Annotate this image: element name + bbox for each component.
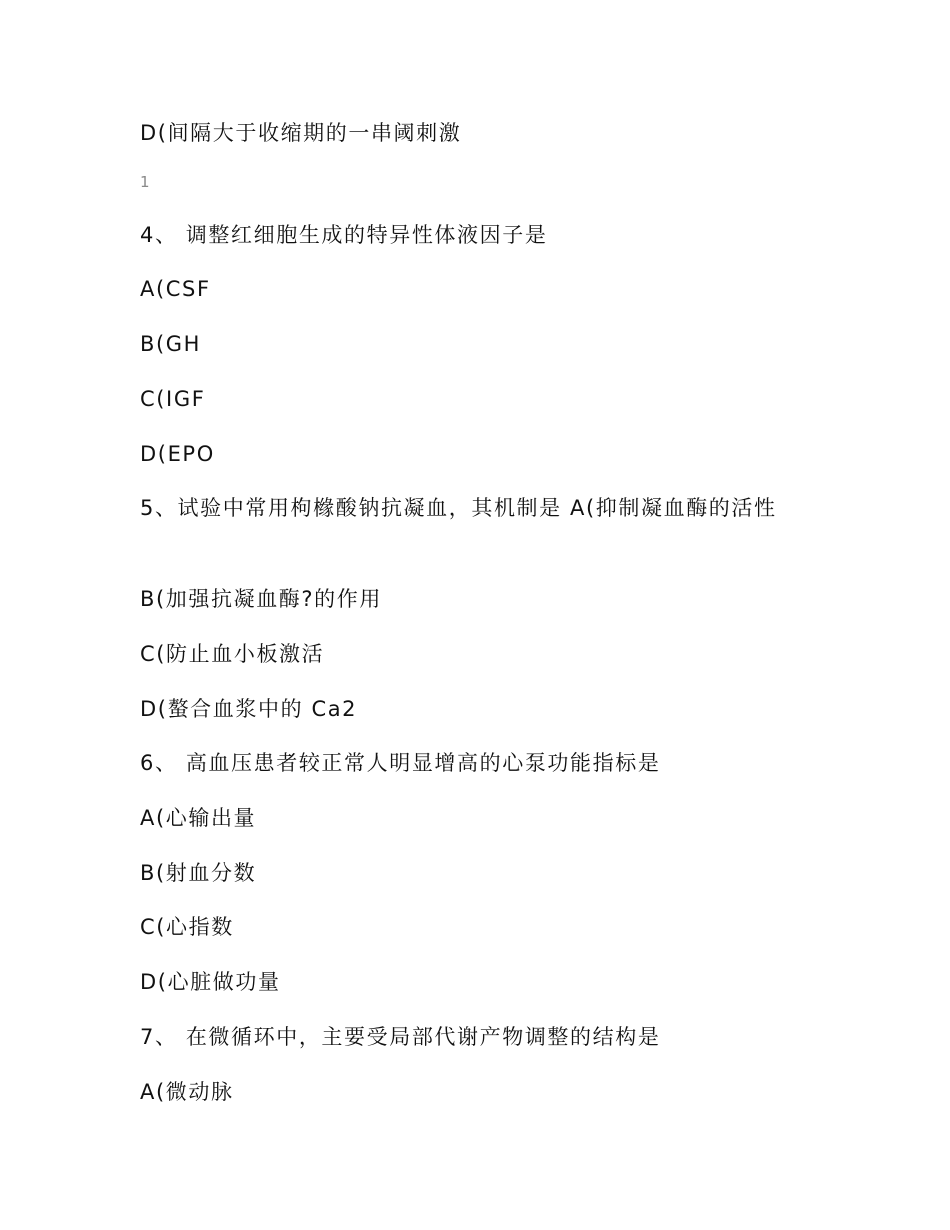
question-4: 4、 调整红细胞生成的特异性体液因子是 <box>140 223 548 247</box>
question-6: 6、 高血压患者较正常人明显增高的心泵功能指标是 <box>140 751 661 775</box>
option-a-q6: A(心输出量 <box>140 806 257 830</box>
page-number: 1 <box>140 173 150 191</box>
option-d-q4: D(EPO <box>140 442 215 466</box>
option-b-q4: B(GH <box>140 332 202 356</box>
question-5: 5、试验中常用枸橼酸钠抗凝血，其机制是 A(抑制凝血酶的活性 <box>140 496 777 520</box>
option-a-q7: A(微动脉 <box>140 1080 234 1104</box>
option-d-q3: D(间隔大于收缩期的一串阈刺激 <box>140 121 462 145</box>
option-d-q5: D(螯合血浆中的 Ca2 <box>140 697 358 721</box>
question-7: 7、 在微循环中，主要受局部代谢产物调整的结构是 <box>140 1025 661 1049</box>
option-d-q6: D(心脏做功量 <box>140 970 281 994</box>
option-c-q4: C(IGF <box>140 387 206 411</box>
option-b-q6: B(射血分数 <box>140 861 257 885</box>
option-c-q6: C(心指数 <box>140 915 234 939</box>
option-a-q4: A(CSF <box>140 277 211 301</box>
option-b-q5: B(加强抗凝血酶?的作用 <box>140 587 382 611</box>
option-c-q5: C(防止血小板激活 <box>140 642 325 666</box>
